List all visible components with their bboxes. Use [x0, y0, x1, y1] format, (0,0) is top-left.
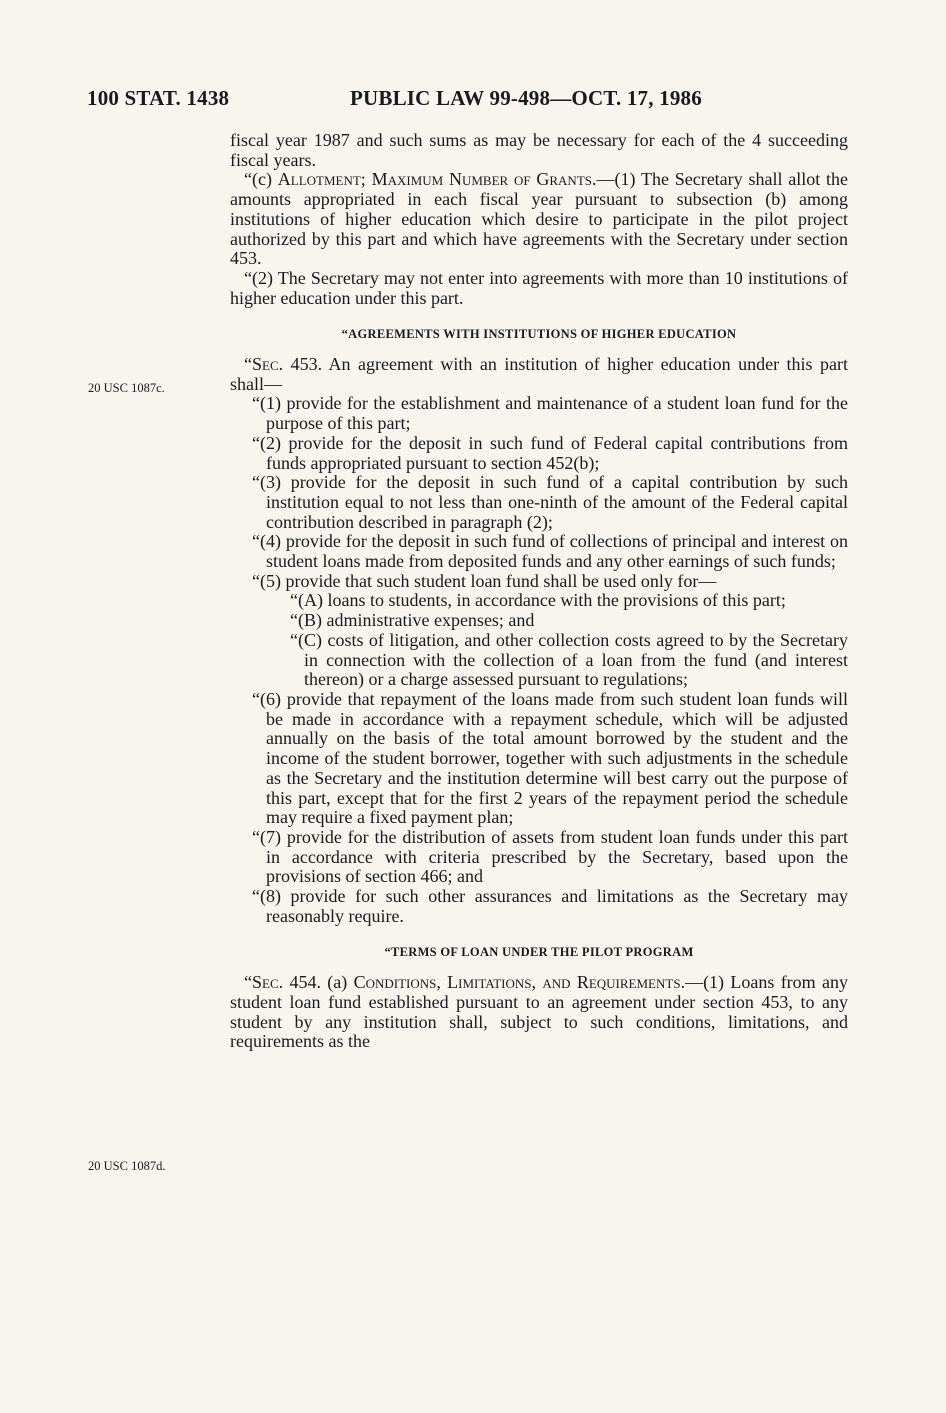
subsection-c: “(c) Allotment; Maximum Number of Grants.—(1) The Secretary shall allot the amounts appropriated in each fiscal year pursuant to subsection (b) among institutions of higher education which desire to participate in the pilot project authorized by this part and which have agreements with the Secretary under section 453.	[230, 169, 848, 269]
margin-note-usc-1087d: 20 USC 1087d.	[88, 1159, 166, 1173]
list-item-c: “(C) costs of litigation, and other collection costs agreed to by the Secretary in connection with the collection of a loan from the fund (and interest thereon) or a charge assessed pursuant to regulations;	[290, 629, 848, 690]
paragraph-fiscal-year: fiscal year 1987 and such sums as may be necessary for each of the 4 succeeding fiscal years.	[230, 130, 848, 170]
list-item-7: “(7) provide for the distribution of assets from student loan funds under this part in accordance with criteria prescribed by the Secretary, based upon the provisions of section 466; and	[252, 826, 848, 887]
list-item-3: “(3) provide for the deposit in such fund of a capital contribution by such institution equal to not less than one-ninth of the amount of the Federal capital contribution described in paragraph (2);	[252, 472, 848, 532]
page-reference: 100 STAT. 1438	[87, 86, 230, 110]
page-title: PUBLIC LAW 99-498—OCT. 17, 1986	[350, 86, 702, 110]
margin-note-usc-1087c: 20 USC 1087c.	[88, 381, 165, 395]
list-item-8: “(8) provide for such other assurances and limitations as the Secretary may reasonably require.	[252, 886, 848, 926]
body-text	[230, 131, 848, 1052]
list-item-1: “(1) provide for the establishment and maintenance of a student loan fund for the purpose of this part;	[252, 393, 848, 434]
list-item-2: “(2) provide for the deposit in such fund of Federal capital contributions from funds appropriated pursuant to section 452(b);	[252, 432, 848, 473]
subsection-c-heading: Allotment; Maximum Number of Grants	[277, 169, 592, 190]
section-453: “Sec. 453. An agreement with an institution of higher education under this part shall—	[230, 354, 848, 394]
section-454: “Sec. 454. (a) Conditions, Limitations, and Requirements.—(1) Loans from any student loan fund established pursuant to an agreement under section 453, to any student by any institution shall, subject to such conditions, limitations, and requirements as the	[230, 972, 848, 1052]
list-item-b: “(B) administrative expenses; and	[290, 610, 535, 631]
list-item-4: “(4) provide for the deposit in such fund of collections of principal and interest on student loans made from deposited funds and any other earnings of such funds;	[252, 531, 848, 572]
section-454-heading: Conditions, Limitations, and Requirements	[353, 972, 681, 993]
section-heading-agreements: “AGREEMENTS WITH INSTITUTIONS OF HIGHER EDUCATION	[341, 327, 737, 342]
section-heading-terms: “TERMS OF LOAN UNDER THE PILOT PROGRAM	[384, 945, 694, 960]
list-item-5: “(5) provide that such student loan fund shall be used only for—	[252, 570, 717, 591]
subsection-c-2: “(2) The Secretary may not enter into agreements with more than 10 institutions of higher education under this part.	[230, 267, 848, 308]
list-item-6: “(6) provide that repayment of the loans made from such student loan funds will be made in accordance with a repayment schedule, which will be adjusted annually on the basis of the total amount borrowed by the student and the income of the student borrower, together with such adjustments in the schedule as the Secretary and the institution determine will best carry out the purpose of this part, except that for the first 2 years of the repayment period the schedule may require a fixed payment plan;	[252, 688, 848, 828]
list-item-a: “(A) loans to students, in accordance with the provisions of this part;	[290, 590, 786, 611]
